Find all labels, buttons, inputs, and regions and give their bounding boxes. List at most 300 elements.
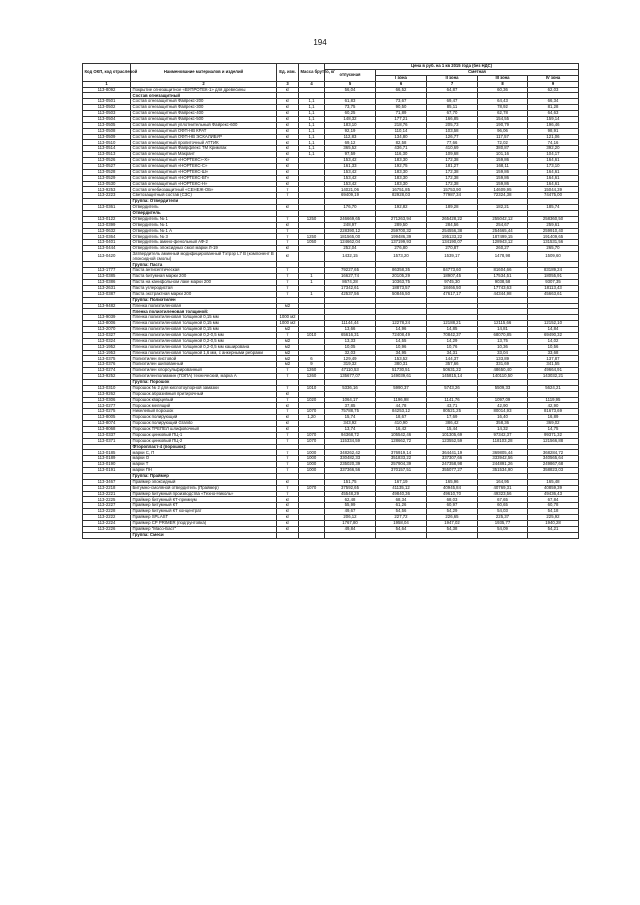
zone3-price-cell: 118103,28 [478, 438, 528, 444]
unit-cell: м2 [277, 344, 299, 350]
zone1-price-cell: 110,14 [376, 128, 427, 134]
name-cell: Праймер битумный производства «Техно-Николь» [131, 491, 277, 497]
zone1-price-cell: 177,21 [376, 116, 427, 122]
zone3-price-cell: 159,86 [478, 181, 528, 187]
code-cell [83, 532, 131, 538]
name-cell: Праймер эпоксидный [131, 479, 277, 485]
zone2-price-cell: 69,47 [427, 99, 478, 105]
mass-cell: 1260 [299, 374, 325, 380]
zone4-price-cell: 196,46 [528, 122, 579, 128]
zone2-price-cell: 123552,59 [427, 438, 478, 444]
mass-cell: 1,1 [299, 99, 325, 105]
zone2-price-cell: 77987,34 [427, 193, 478, 199]
zone1-price-cell: 276,80 [376, 246, 427, 252]
table-row [83, 532, 579, 538]
zone3-price-cell: 42,90 [478, 403, 528, 409]
zone2-price-cell: 80521,25 [427, 409, 478, 415]
zone3-price-cell: 159,86 [478, 169, 528, 175]
release-price-cell: 124662,04 [325, 240, 376, 246]
zone3-price-cell: 164,95 [478, 479, 528, 485]
zone4-price-cell: 164,61 [528, 175, 579, 181]
zone1-price-cell: 199486,39 [376, 234, 427, 240]
name-cell: Порошок полирующий Granito [131, 421, 277, 427]
mass-cell: 1010 [299, 385, 325, 391]
zone3-price-cell: 1935,77 [478, 520, 528, 526]
code-cell: 113-8074 [83, 421, 131, 427]
zone1-price-cell: 68,34 [376, 497, 427, 503]
zone2-price-cell: 181,27 [427, 163, 478, 169]
mass-cell: 1260 [299, 368, 325, 374]
zone3-price-cell: 128943,12 [478, 240, 528, 246]
name-cell: Фторопласт-4 (порошок): [131, 444, 277, 450]
code-cell: 113-0371 [83, 438, 131, 444]
zone1-price-cell: 54,64 [376, 526, 427, 532]
release-price-cell: 153,42 [325, 169, 376, 175]
name-cell: Состав огнезащитный «НОРТЕКС-ВГ» [131, 175, 277, 181]
release-price-cell: 69409,19 [325, 193, 376, 199]
zone3-price-cell: 72,02 [478, 140, 528, 146]
code-cell: 113-0401 [83, 240, 131, 246]
zone4-price-cell: 137,87 [528, 356, 579, 362]
unit-cell: т [277, 332, 299, 338]
zone1-price-cell: 44,78 [376, 403, 427, 409]
name-cell: Состав огнезащитный пропиточный АТТИК [131, 140, 277, 146]
zone4-price-cell: 121,06 [528, 134, 579, 140]
unit-cell: кг [277, 503, 299, 509]
zone4-price-cell: 259910,40 [528, 228, 579, 234]
release-price-cell: 69,12 [325, 140, 376, 146]
code-cell: 113-0509 [83, 134, 131, 140]
zone1-price-cell: 183,30 [376, 175, 427, 181]
zone3-price-cell: 190,79 [478, 122, 528, 128]
name-cell: марки ПН [131, 468, 277, 474]
release-price-cell [325, 532, 376, 538]
code-cell: 113-0337 [83, 432, 131, 438]
unit-cell: кг [277, 421, 299, 427]
name-cell: Отвердитель № 1 [131, 216, 277, 222]
zone2-price-cell: 60,97 [427, 503, 478, 509]
name-cell: Отвердитель № 3 [131, 234, 277, 240]
zone1-price-cell: 376919,14 [376, 450, 427, 456]
zone4-price-cell: 164,61 [528, 158, 579, 164]
release-price-cell: 65616,31 [325, 332, 376, 338]
zone2-price-cell: 84773,60 [427, 268, 478, 274]
unit-cell: т [277, 280, 299, 286]
zone1-price-cell: 51730,51 [376, 368, 427, 374]
zone4-price-cell: 18113,43 [528, 285, 579, 291]
zone1-price-cell: 49840,36 [376, 491, 427, 497]
name-cell: Порошок полирующий [131, 415, 277, 421]
name-cell: Состав огнезащитный «НОРТЕКС-Н» [131, 181, 277, 187]
zone4-price-cell: 1119,95 [528, 397, 579, 403]
code-cell: 113-0514 [83, 146, 131, 152]
code-cell: 113-0503 [83, 111, 131, 117]
code-cell: 113-2224 [83, 520, 131, 526]
zone1-price-cell: 82928,03 [376, 193, 427, 199]
name-cell: Отвердитель эпоксидных смол марки Л-19 [131, 246, 277, 252]
code-cell: 113-2223 [83, 193, 131, 199]
unit-cell: кг [277, 116, 299, 122]
zone3-price-cell: 260,27 [478, 246, 528, 252]
code-cell: 113-0513 [83, 152, 131, 158]
zone3-price-cell: 62,78 [478, 111, 528, 117]
unit-cell: м2 [277, 303, 299, 309]
unit-cell: кг [277, 515, 299, 521]
release-price-cell: 1064,17 [325, 397, 376, 403]
zone3-price-cell: 159,86 [478, 158, 528, 164]
code-cell: 113-9482 [83, 303, 131, 309]
zone1-price-cell: 90,50 [376, 105, 427, 111]
zone2-price-cell: 1539,17 [427, 252, 478, 262]
name-cell: Паста антисептическая [131, 268, 277, 274]
mass-cell [299, 252, 325, 262]
code-cell: 113-2226 [83, 526, 131, 532]
code-cell: 113-1953 [83, 350, 131, 356]
name-cell: Праймер СР PRIMER (подгрунтовка) [131, 520, 277, 526]
zone2-price-cell: 145815,14 [427, 374, 478, 380]
unit-cell: кг [277, 479, 299, 485]
zone1-price-cell: 61,26 [376, 503, 427, 509]
name-cell: Порошок абразивный притирочный [131, 391, 277, 397]
name-cell: Праймер битумный КТ концентрат [131, 509, 277, 515]
zone3-price-cell: 96,06 [478, 128, 528, 134]
mass-cell: 1020 [299, 397, 325, 403]
unit-cell: кг [277, 99, 299, 105]
zone2-price-cell: 12188,21 [427, 321, 478, 327]
zone1-price-cell: 14,55 [376, 338, 427, 344]
zone3-price-cell: 1097,09 [478, 397, 528, 403]
unit-cell: кг [277, 122, 299, 128]
code-cell: 113-0529 [83, 175, 131, 181]
name-cell: Отвердитель [131, 210, 277, 216]
zone3-price-cell: 133,89 [478, 356, 528, 362]
zone1-price-cell: 134,80 [376, 134, 427, 140]
name-cell: Пленка полиэтиленовая толщиной 1,6 мм, с анкерными ребрами [131, 350, 277, 356]
name-cell: Полиэтилен хлорсульфированный [131, 368, 277, 374]
mass-cell: 1,1 [299, 122, 325, 128]
col-number: 1 [83, 81, 131, 87]
col-number: 6 [376, 81, 427, 87]
release-price-cell: 17342,61 [325, 285, 376, 291]
zone3-price-cell: 331,69 [478, 362, 528, 368]
zone3-price-cell: 67,65 [478, 497, 528, 503]
mass-cell: 1,1 [299, 146, 325, 152]
zone4-price-cell: 64,63 [528, 111, 579, 117]
zone4-price-cell: 225,92 [528, 515, 579, 521]
release-price-cell: 348262,42 [325, 450, 376, 456]
code-cell: 113-2228 [83, 509, 131, 515]
zone2-price-cell: 226,65 [427, 515, 478, 521]
unit-cell: т [277, 187, 299, 193]
page-number: 194 [313, 38, 327, 47]
zone4-price-cell: 165,48 [528, 479, 579, 485]
zone2-price-cell: 10,76 [427, 344, 478, 350]
zone4-price-cell: 54,21 [528, 526, 579, 532]
release-price-cell: 330482,33 [325, 456, 376, 462]
zone3-price-cell: 244891,26 [478, 462, 528, 468]
code-cell: 113-8006 [83, 321, 131, 327]
name-cell: Состав огнезащитный Файрекс-300 [131, 105, 277, 111]
mass-cell: 1000 [299, 450, 325, 456]
zone2-price-cell: 40945,84 [427, 485, 478, 491]
unit-cell: т [277, 409, 299, 415]
zone1-price-cell: 116,30 [376, 152, 427, 158]
zone4-price-cell: 74,16 [528, 140, 579, 146]
name-cell: Состав огнезащитный уплотнительный Файрекс-600 [131, 122, 277, 128]
zone4-price-cell: 341,55 [528, 362, 579, 368]
zone4-price-cell [528, 532, 579, 538]
zone2-price-cell: 67,70 [427, 111, 478, 117]
zone2-price-cell: 270,87 [427, 246, 478, 252]
code-cell: 113-8092 [83, 87, 131, 93]
code-cell: 113-0376 [83, 362, 131, 368]
col-number: 4 [299, 81, 325, 87]
mass-cell: 1000 [299, 468, 325, 474]
zone4-price-cell: 1509,60 [528, 252, 579, 262]
zone2-price-cell: 14,85 [427, 327, 478, 333]
unit-cell: т [277, 397, 299, 403]
zone1-price-cell: 149039,61 [376, 374, 427, 380]
code-cell: 113-0306 [83, 397, 131, 403]
unit-cell: т [277, 438, 299, 444]
name-cell: Затвердитель аминный модифицированный Тэтрэр L7 В (компонент В эпоксидной смолы) [131, 252, 277, 262]
name-cell: Покрытие огнезащитное «ВУПРОТЕК-1» для древесины [131, 87, 277, 93]
name-cell: Состав огнезащитный Файрфлекс ТМ Кримлак [131, 146, 277, 152]
release-price-cell: 161,33 [325, 163, 376, 169]
unit-cell: кг [277, 520, 299, 526]
zone2-price-cell: 101305,69 [427, 432, 478, 438]
zone4-price-cell: 121566,88 [528, 438, 579, 444]
unit-cell: т [277, 468, 299, 474]
code-cell: 113-0387 [83, 291, 131, 297]
release-price-cell: 365,52 [325, 146, 376, 152]
zone4-price-cell: 49436,43 [528, 491, 579, 497]
name-cell: Паста битумная марки 200 [131, 274, 277, 280]
zone2-price-cell: 205,73 [427, 122, 478, 128]
zone1-price-cell: 1958,04 [376, 520, 427, 526]
mass-cell: 1,1 [299, 152, 325, 158]
zone1-price-cell: 72408,49 [376, 332, 427, 338]
table-header [83, 64, 579, 88]
zone1-price-cell: 50846,50 [376, 291, 427, 297]
zone2-price-cell: 109,68 [427, 152, 478, 158]
unit-cell: кг [277, 111, 299, 117]
release-price-cell: 235020,39 [325, 462, 376, 468]
zone3-price-cell: 14609,95 [478, 187, 528, 193]
name-cell: Праймер битумный КТ-премиум [131, 497, 277, 503]
release-price-cell: 32,03 [325, 350, 376, 356]
unit-cell: 1000 м2 [277, 315, 299, 321]
unit-cell: т [277, 450, 299, 456]
unit-cell: м2 [277, 338, 299, 344]
code-cell: 113-0310 [83, 385, 131, 391]
release-price-cell: 246669,65 [325, 216, 376, 222]
zone4-price-cell: 98,91 [528, 128, 579, 134]
unit-cell: кг [277, 252, 299, 262]
release-price-cell: 183,10 [325, 122, 376, 128]
zone3-price-cell: 254665,44 [478, 228, 528, 234]
unit-cell: т [277, 385, 299, 391]
code-cell: 113-2222 [83, 515, 131, 521]
unit-cell: кг [277, 246, 299, 252]
name-cell: Отвердитель [131, 205, 277, 211]
zone3-price-cell: 17534,51 [478, 274, 528, 280]
code-cell: 113-0324 [83, 338, 131, 344]
code-cell: 113-0502 [83, 105, 131, 111]
zone4-price-cell: 45663,61 [528, 291, 579, 297]
name-cell: Порошок ТРЕПЕЛ шлифовочный [131, 426, 277, 432]
zone1-price-cell: 218,76 [376, 122, 427, 128]
code-cell: 113-0508 [83, 128, 131, 134]
release-price-cell: 176,70 [325, 205, 376, 211]
name-cell: Состав огнезащитный ОФП-НВ ЭСКАЛИБУР [131, 134, 277, 140]
release-price-cell: 55,99 [325, 503, 376, 509]
unit-cell: кг [277, 158, 299, 164]
zone4-price-cell: 258360,50 [528, 216, 579, 222]
code-cell: 113-9039 [83, 315, 131, 321]
zone4-price-cell: 60,78 [528, 503, 579, 509]
name-cell: Паста на канифольном лаке марки 200 [131, 280, 277, 286]
unit-cell: т [277, 368, 299, 374]
zone4-price-cell: 12152,10 [528, 321, 579, 327]
zone3-price-cell: 80014,93 [478, 409, 528, 415]
zone2-price-cell: 337307,66 [427, 456, 478, 462]
zone3-price-cell: 49323,56 [478, 491, 528, 497]
col-number: 2 [131, 81, 277, 87]
zone2-price-cell: 103,58 [427, 128, 478, 134]
release-price-cell: 16627,74 [325, 274, 376, 280]
zone1-price-cell: 12278,24 [376, 321, 427, 327]
zone4-price-cell: 259,61 [528, 222, 579, 228]
mass-cell: 1070 [299, 438, 325, 444]
name-cell: Группа: Отвердители [131, 199, 277, 205]
name-cell: Пленка полиэтиленовая толщиной: [131, 309, 277, 315]
code-cell: 113-0530 [83, 181, 131, 187]
zone3-price-cell: 54,03 [478, 509, 528, 515]
zone1-price-cell: 54,56 [376, 509, 427, 515]
name-cell: Порошок мелящий [131, 403, 277, 409]
unit-cell: кг [277, 509, 299, 515]
zone1-price-cell: 370157,51 [376, 468, 427, 474]
table-row [83, 252, 579, 262]
zone1-price-cell: 86358,35 [376, 268, 427, 274]
name-cell: Состав огнебиозащитный «СЕНЕЖ-ОБ» [131, 187, 277, 193]
zone2-price-cell: 166,85 [427, 116, 478, 122]
release-price-cell: 13,66 [325, 327, 376, 333]
zone3-price-cell: 13,75 [478, 338, 528, 344]
zone1-price-cell: 1196,98 [376, 397, 427, 403]
zone2-price-cell: 1947,02 [427, 520, 478, 526]
name-cell: Паста углеродистая [131, 285, 277, 291]
zone1-price-cell: 18,67 [376, 415, 427, 421]
zone3-price-cell: 10,36 [478, 344, 528, 350]
zone4-price-cell: 16,89 [528, 415, 579, 421]
code-cell: 113-0274 [83, 368, 131, 374]
zone3-price-cell: 187499,15 [478, 234, 528, 240]
zone2-price-cell: 357,66 [427, 362, 478, 368]
zone2-price-cell: 126,77 [427, 134, 478, 140]
header-zone-4: IV зона [528, 75, 579, 81]
zone1-price-cell: 137199,93 [376, 240, 427, 246]
zone4-price-cell: 74475,00 [528, 193, 579, 199]
release-price-cell: 1432,15 [325, 252, 376, 262]
zone2-price-cell: 144,37 [427, 356, 478, 362]
zone3-price-cell: 81604,66 [478, 268, 528, 274]
zone2-price-cell: 18907,45 [427, 274, 478, 280]
code-cell: 113-0526 [83, 158, 131, 164]
zone3-price-cell: 54,09 [478, 526, 528, 532]
release-price-cell: 61,83 [325, 99, 376, 105]
zone4-price-cell: 358823,03 [528, 468, 579, 474]
release-price-cell: 47110,53 [325, 368, 376, 374]
zone1-price-cell: 20105,29 [376, 274, 427, 280]
name-cell: марки О [131, 456, 277, 462]
release-price-cell: 337366,56 [325, 468, 376, 474]
code-cell: 113-0501 [83, 99, 131, 105]
release-price-cell: 115334,59 [325, 438, 376, 444]
unit-cell: кг [277, 526, 299, 532]
unit-cell: т [277, 374, 299, 380]
release-price-cell: 129,49 [325, 356, 376, 362]
zone1-price-cell: 183,30 [376, 169, 427, 175]
unit-cell: т [277, 456, 299, 462]
zone2-price-cell: 410,69 [427, 146, 478, 152]
header-zone-1: I зона [376, 75, 427, 81]
zone3-price-cell: 17743,63 [478, 285, 528, 291]
release-price-cell: 1767,80 [325, 520, 376, 526]
zone3-price-cell: 9038,58 [478, 280, 528, 286]
zone2-price-cell: 1141,76 [427, 397, 478, 403]
header-mass: Масса брутто, кг [299, 64, 325, 82]
zone4-price-cell: 104,17 [528, 152, 579, 158]
release-price-cell: 319,32 [325, 362, 376, 368]
zone1-price-cell: 192,75 [376, 163, 427, 169]
zone4-price-cell: 164,61 [528, 169, 579, 175]
unit-cell: т [277, 291, 299, 297]
code-cell: 113-0275 [83, 409, 131, 415]
code-cell: 113-0190 [83, 462, 131, 468]
code-cell: 113-2631 [83, 285, 131, 291]
zone1-price-cell: 289,50 [376, 222, 427, 228]
zone4-price-cell: 5624,21 [528, 385, 579, 391]
name-cell: марки С, П [131, 450, 277, 456]
name-cell: Отвердитель № 1 [131, 222, 277, 228]
code-cell: 113-3467 [83, 479, 131, 485]
unit-cell: кг [277, 146, 299, 152]
unit-cell: кг [277, 391, 299, 397]
unit-cell: кг [277, 497, 299, 503]
release-price-cell: 37592,65 [325, 485, 376, 491]
header-name: Наименование материалов и изделий [131, 64, 277, 82]
zone2-price-cell: 49610,70 [427, 491, 478, 497]
unit-cell: т [277, 485, 299, 491]
name-cell: Полиэтиленполиамин (ПЭПА) технический, марка А [131, 374, 277, 380]
code-cell: 113-2070 [83, 327, 131, 333]
mass-cell: 9 [299, 362, 325, 368]
name-cell: Состав огнезащитный ОФП-НВ КРАТ [131, 128, 277, 134]
code-cell: 113-0277 [83, 403, 131, 409]
name-cell: Полиэтилен листовой [131, 356, 277, 362]
price-table [82, 63, 579, 539]
code-cell: 113-0420 [83, 252, 131, 262]
zone1-price-cell: 227,72 [376, 515, 427, 521]
zone1-price-cell: 14,96 [376, 327, 427, 333]
release-price-cell: 148,32 [325, 116, 376, 122]
name-cell: Порошок кварцевый [131, 397, 277, 403]
zone4-price-cell: 340565,64 [528, 456, 579, 462]
code-cell: 113-9253 [83, 187, 131, 193]
name-cell: Группа: Порошок [131, 379, 277, 385]
